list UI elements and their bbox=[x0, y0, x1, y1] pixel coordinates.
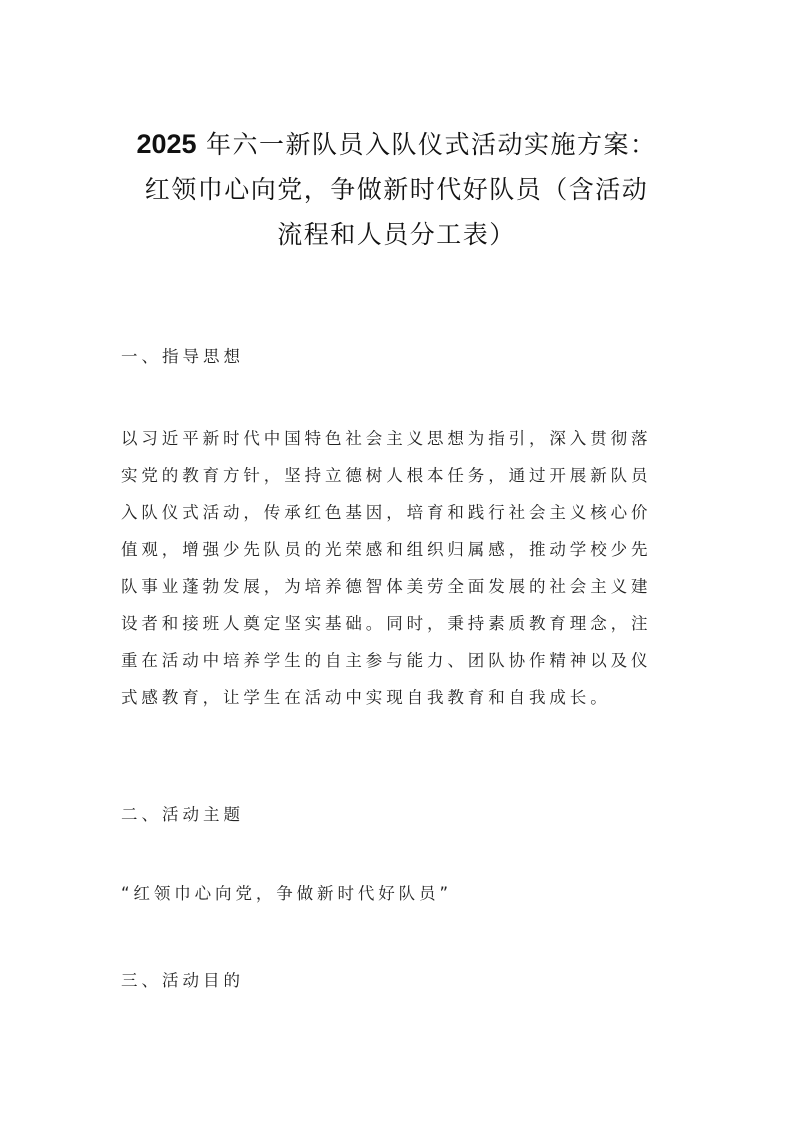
paragraph-line: 入队仪式活动，传承红色基因，培育和践行社会主义核心价 bbox=[121, 503, 652, 522]
paragraph-line: 式感教育，让学生在活动中实现自我教育和自我成长。 bbox=[121, 688, 611, 707]
guiding-ideology-paragraph bbox=[121, 420, 681, 716]
title-year: 2025 bbox=[136, 129, 197, 159]
section-heading-activity-purpose: 三、活动目的 bbox=[121, 971, 244, 990]
section-heading-activity-theme: 二、活动主题 bbox=[121, 805, 244, 824]
section-heading-guiding-ideology: 一、指导思想 bbox=[121, 347, 244, 366]
paragraph-line: 实党的教育方针，坚持立德树人根本任务，通过开展新队员 bbox=[121, 466, 652, 485]
title-line-3: 流程和人员分工表） bbox=[277, 220, 516, 249]
document-title bbox=[100, 122, 693, 257]
activity-theme-text: “红领巾心向党，争做新时代好队员” bbox=[121, 884, 452, 903]
title-line-1 bbox=[100, 122, 693, 167]
paragraph-line: 值观，增强少先队员的光荣感和组织归属感，推动学校少先 bbox=[121, 540, 652, 559]
paragraph-line: 以习近平新时代中国特色社会主义思想为指引，深入贯彻落 bbox=[121, 429, 652, 448]
paragraph-line: 设者和接班人奠定坚实基础。同时，秉持素质教育理念，注 bbox=[121, 614, 652, 633]
paragraph-line: 重在活动中培养学生的自主参与能力、团队协作精神以及仪 bbox=[121, 651, 652, 670]
title-line-2: 红领巾心向党，争做新时代好队员（含活动 bbox=[144, 175, 649, 204]
paragraph-line: 队事业蓬勃发展，为培养德智体美劳全面发展的社会主义建 bbox=[121, 577, 652, 596]
title-line-1-text: 年六一新队员入队仪式活动实施方案： bbox=[206, 130, 657, 159]
